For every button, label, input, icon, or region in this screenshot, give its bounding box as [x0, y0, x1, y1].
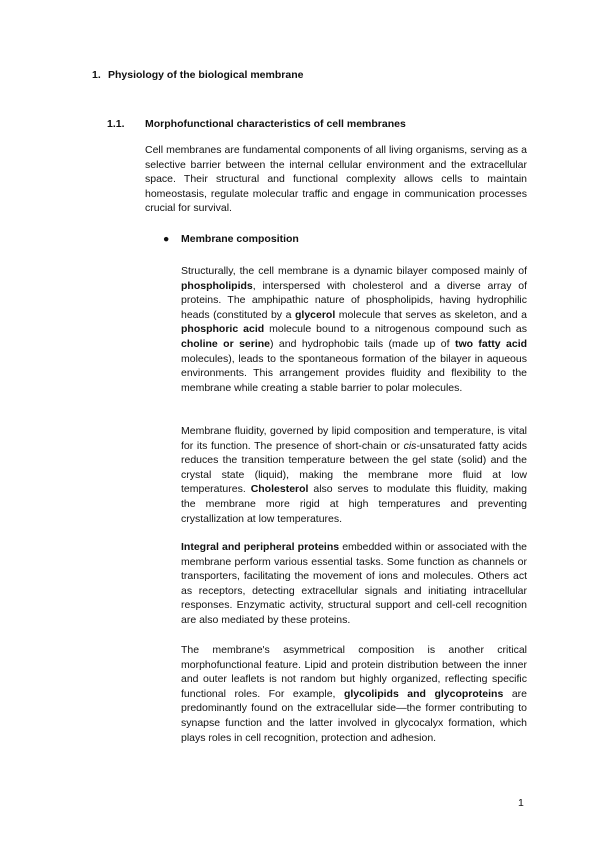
paragraph-proteins — [181, 540, 527, 628]
text-run: molecule bound to a nitrogenous compound such as — [264, 323, 527, 336]
paragraph-structure — [181, 264, 527, 395]
text-run: molecule that serves as skeleton, and a — [335, 308, 527, 321]
bold-term-glycerol: glycerol — [294, 308, 336, 321]
text-run: Membrane fluidity, governed by lipid composition and temperature, is vital for its function. The presence of short-chain or — [181, 425, 527, 452]
text-run: The membrane's asymmetrical composition is another critical morphofunctional feature. Lipid and protein distribution between the inner and outer leaflets is not random but highly organized, reflecting specific functional roles. For example, — [181, 644, 527, 700]
paragraph-asymmetry — [181, 643, 527, 745]
text-run: embedded within or associated with the membrane perform various essential tasks. Some function as channels or transporters, facilitating the movement of ions and molecules. Others act as receptors, detecting extracellular signals and initiating intracellular responses. Enzymatic activity, structural support and cell-cell recognition are also mediated by these proteins. — [181, 541, 527, 626]
bold-term-proteins: Integral and peripheral proteins — [181, 541, 340, 553]
text-run: Structurally, the cell membrane is a dynamic bilayer composed mainly of — [181, 265, 527, 277]
intro-paragraph: Cell membranes are fundamental components of all living organisms, serving as a selective barrier between the internal cellular environment and the extracellular space. Their structural and functional complexity allows cells to maintain homeostasis, regulate molecular traffic and engage in communication processes crucial for survival. — [145, 144, 527, 215]
bullet-membrane-composition — [163, 233, 299, 245]
italic-term-cis: cis — [403, 439, 417, 452]
bullet-icon: ● — [163, 233, 170, 245]
paragraph-fluidity — [181, 424, 527, 526]
subsection-title: Morphofunctional characteristics of cell membranes — [145, 118, 406, 130]
bold-term-glycolipids: glycolipids and glycoproteins — [343, 687, 504, 700]
bold-term-phospholipids: phospholipids — [181, 279, 253, 292]
section-title: Physiology of the biological membrane — [108, 69, 304, 81]
section-number: 1. — [92, 69, 101, 81]
text-run: -unsaturated fatty acids reduces the transition temperature between the gel state (solid) and the crystal state (liquid), making the membrane more fluid at low temperatures. — [181, 439, 527, 496]
bullet-label: Membrane composition — [181, 233, 299, 245]
text-run: , interspersed with cholesterol and a diverse array of proteins. The amphipathic nature of phospholipids, having hydrophilic heads (constituted by a — [181, 279, 527, 321]
bold-term-phosphoric-acid: phosphoric acid — [181, 323, 265, 336]
subsection-heading — [107, 118, 406, 130]
page-number: 1 — [518, 797, 524, 809]
text-run: also serves to modulate this fluidity, making the membrane more rigid at high temperatures and preventing crystallization at low temperatures. — [181, 483, 527, 525]
text-run: molecules), leads to the spontaneous formation of the bilayer in aqueous environments. This arrangement provides fluidity and flexibility to the membrane while creating a stable barrier to polar molecules. — [181, 352, 527, 394]
text-run: are predominantly found on the extracellular side—the former contributing to synapse function and the latter involved in glycocalyx formation, which plays roles in cell recognition, protection and adhesion. — [181, 687, 527, 744]
text-run: ) and hydrophobic tails (made up of — [270, 337, 455, 350]
bold-term-cholesterol: Cholesterol — [250, 483, 309, 496]
subsection-number: 1.1. — [107, 118, 125, 130]
section-heading — [92, 69, 303, 81]
bold-term-two-fatty-acid: two fatty acid — [454, 337, 528, 350]
bold-term-choline-serine: choline or serine — [181, 337, 271, 350]
